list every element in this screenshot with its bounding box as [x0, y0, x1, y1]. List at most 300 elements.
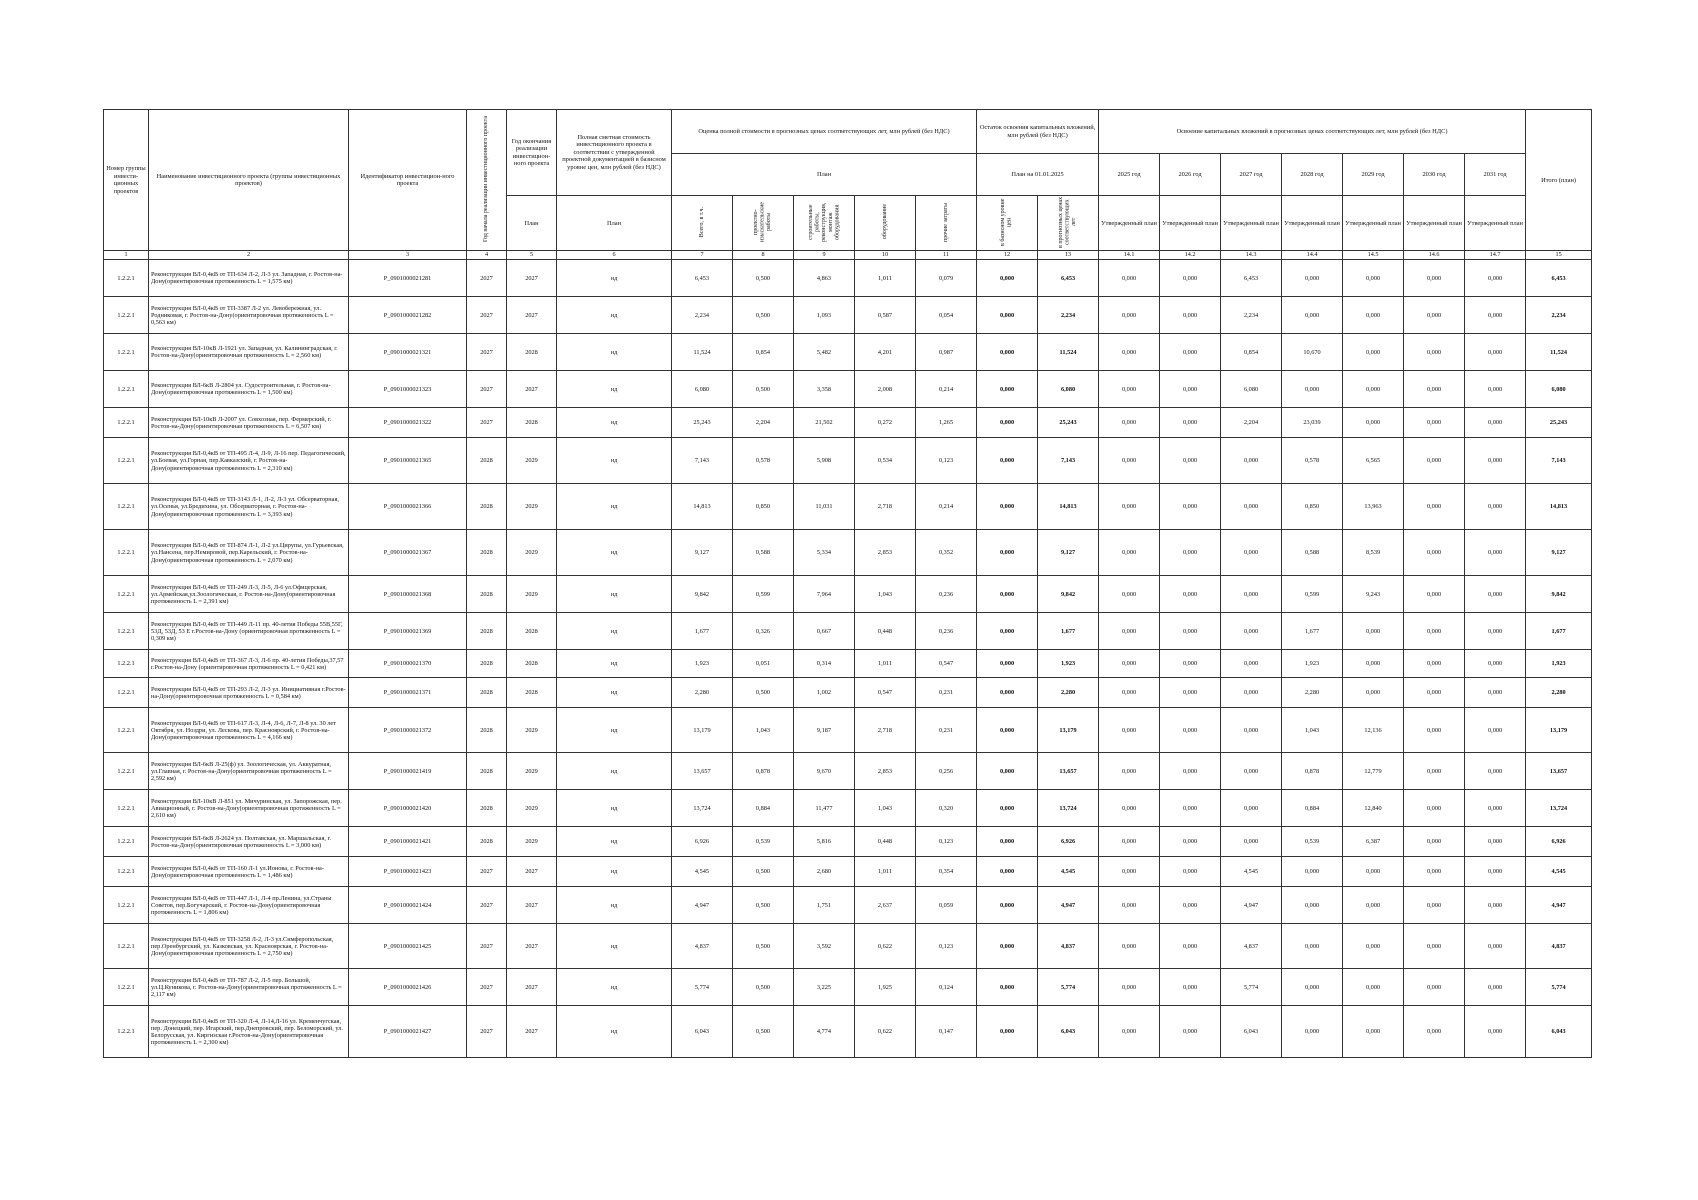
cell-year-value: 0,539	[1282, 827, 1343, 857]
cell-cost-smr: 7,964	[794, 576, 855, 613]
cell-group-no: 1.2.2.1	[104, 857, 149, 887]
cell-cost-other: 0,547	[916, 650, 977, 678]
cell-cost-other: 0,352	[916, 530, 977, 576]
cell-year-end: 2028	[507, 613, 557, 650]
cell-remainder-forecast: 1,677	[1038, 613, 1099, 650]
table-row	[104, 708, 1592, 753]
cell-year-end: 2027	[507, 371, 557, 408]
cell-cost-smr: 4,863	[794, 260, 855, 297]
cell-cost-pir: 0,850	[733, 484, 794, 530]
cell-year-value: 0,000	[1343, 297, 1404, 334]
column-number: 14.7	[1465, 251, 1526, 260]
cell-project-id: P_0901000021427	[349, 1006, 467, 1058]
cell-cost-total: 14,813	[672, 484, 733, 530]
cell-year-value: 5,774	[1221, 969, 1282, 1006]
cell-year-value: 0,000	[1160, 887, 1221, 924]
cell-total: 14,813	[1526, 484, 1592, 530]
cell-remainder-forecast: 6,453	[1038, 260, 1099, 297]
cell-project-id: P_0901000021421	[349, 827, 467, 857]
column-number: 7	[672, 251, 733, 260]
header-full-cost: Оценка полной стоимости в прогнозных ценах соответствующих лет, млн рублей (без НДС)	[672, 110, 977, 154]
cell-remainder-base: 0,000	[977, 678, 1038, 708]
cell-year-value: 1,677	[1282, 613, 1343, 650]
header-estimate-plan: План	[557, 196, 672, 251]
cell-estimate: нд	[557, 753, 672, 790]
table-row	[104, 827, 1592, 857]
cell-project-id: P_0901000021420	[349, 790, 467, 827]
cell-project-id: P_0901000021426	[349, 969, 467, 1006]
cell-year-value: 0,000	[1465, 334, 1526, 371]
cell-cost-pir: 0,539	[733, 827, 794, 857]
cell-year-value: 0,000	[1404, 438, 1465, 484]
cell-year-start: 2028	[467, 753, 507, 790]
cell-cost-smr: 11,477	[794, 790, 855, 827]
cell-year-value: 2,234	[1221, 297, 1282, 334]
cell-remainder-base: 0,000	[977, 650, 1038, 678]
cell-year-value: 13,963	[1343, 484, 1404, 530]
cell-total: 7,143	[1526, 438, 1592, 484]
cell-year-value: 0,000	[1343, 857, 1404, 887]
cell-year-end: 2029	[507, 827, 557, 857]
cell-year-end: 2027	[507, 1006, 557, 1058]
cell-year-value: 0,000	[1465, 438, 1526, 484]
cell-year-start: 2028	[467, 708, 507, 753]
header-approved-2030: Утвержденный план	[1404, 196, 1465, 251]
cell-cost-pir: 0,326	[733, 613, 794, 650]
cell-cost-other: 0,147	[916, 1006, 977, 1058]
cell-group-no: 1.2.2.1	[104, 708, 149, 753]
cell-year-value: 0,000	[1099, 1006, 1160, 1058]
cell-year-end: 2027	[507, 924, 557, 969]
cell-cost-pir: 0,500	[733, 297, 794, 334]
column-number: 13	[1038, 251, 1099, 260]
cell-year-value: 0,000	[1465, 827, 1526, 857]
cell-cost-other: 0,987	[916, 334, 977, 371]
cell-cost-total: 1,677	[672, 613, 733, 650]
cell-project-id: P_0901000021419	[349, 753, 467, 790]
cell-year-value: 0,000	[1221, 650, 1282, 678]
cell-year-value: 0,000	[1343, 650, 1404, 678]
cell-remainder-base: 0,000	[977, 530, 1038, 576]
cell-cost-equipment: 0,547	[855, 678, 916, 708]
cell-project-id: P_0901000021425	[349, 924, 467, 969]
cell-project-name: Реконструкция ВЛ-0,4кВ от ТП-3387 Л-2 ул. Левобережная, ул. Родниковая, г. Ростов-на-Дону(ориентировочная протяженность L = 0,563 км)	[149, 297, 349, 334]
cell-cost-smr: 11,031	[794, 484, 855, 530]
cell-year-value: 0,000	[1343, 613, 1404, 650]
column-number: 1	[104, 251, 149, 260]
table-row	[104, 438, 1592, 484]
cell-year-end: 2028	[507, 650, 557, 678]
cell-project-id: P_0901000021423	[349, 857, 467, 887]
cell-remainder-forecast: 1,923	[1038, 650, 1099, 678]
cell-year-value: 0,000	[1221, 484, 1282, 530]
cell-year-value: 1,043	[1282, 708, 1343, 753]
cell-year-value: 0,000	[1099, 827, 1160, 857]
column-number: 14.1	[1099, 251, 1160, 260]
cell-year-value: 0,000	[1404, 576, 1465, 613]
header-year-2027: 2027 год	[1221, 154, 1282, 196]
cell-year-value: 0,000	[1160, 753, 1221, 790]
cell-year-value: 0,000	[1343, 887, 1404, 924]
cell-remainder-base: 0,000	[977, 260, 1038, 297]
table-row	[104, 887, 1592, 924]
cell-cost-total: 7,143	[672, 438, 733, 484]
cell-year-end: 2027	[507, 887, 557, 924]
cell-year-value: 0,000	[1465, 530, 1526, 576]
cell-year-value: 2,204	[1221, 408, 1282, 438]
cell-year-value: 0,000	[1099, 678, 1160, 708]
table-row	[104, 790, 1592, 827]
cell-year-value: 0,000	[1404, 484, 1465, 530]
table-row	[104, 753, 1592, 790]
table-row	[104, 613, 1592, 650]
cell-remainder-base: 0,000	[977, 408, 1038, 438]
cell-year-value: 1,923	[1282, 650, 1343, 678]
cell-estimate: нд	[557, 576, 672, 613]
header-year-2028: 2028 год	[1282, 154, 1343, 196]
cell-year-start: 2028	[467, 613, 507, 650]
column-number: 14.2	[1160, 251, 1221, 260]
cell-year-value: 0,000	[1465, 753, 1526, 790]
cell-year-value: 0,000	[1404, 708, 1465, 753]
cell-year-value: 0,000	[1404, 924, 1465, 969]
cell-year-value: 0,000	[1099, 530, 1160, 576]
cell-year-start: 2028	[467, 530, 507, 576]
cell-year-value: 0,000	[1160, 650, 1221, 678]
cell-project-id: P_0901000021370	[349, 650, 467, 678]
cell-remainder-forecast: 13,724	[1038, 790, 1099, 827]
cell-cost-smr: 5,334	[794, 530, 855, 576]
cell-total: 2,234	[1526, 297, 1592, 334]
cell-cost-smr: 1,002	[794, 678, 855, 708]
cell-project-id: P_0901000021321	[349, 334, 467, 371]
column-number: 14.6	[1404, 251, 1465, 260]
cell-year-value: 0,000	[1465, 857, 1526, 887]
cell-cost-equipment: 1,925	[855, 969, 916, 1006]
cell-cost-equipment: 2,008	[855, 371, 916, 408]
cell-group-no: 1.2.2.1	[104, 887, 149, 924]
cell-remainder-forecast: 11,524	[1038, 334, 1099, 371]
cell-remainder-forecast: 9,842	[1038, 576, 1099, 613]
header-group-no: Номер группы инвести-ционных проектов	[104, 110, 149, 251]
cell-cost-equipment: 0,272	[855, 408, 916, 438]
cell-year-value: 0,000	[1404, 827, 1465, 857]
cell-total: 1,677	[1526, 613, 1592, 650]
cell-year-value: 0,000	[1343, 334, 1404, 371]
table-row	[104, 678, 1592, 708]
cell-cost-equipment: 1,011	[855, 857, 916, 887]
cell-estimate: нд	[557, 678, 672, 708]
cell-year-start: 2027	[467, 260, 507, 297]
header-estimate: Полная сметная стоимость инвестиционного проекта в соответствии с утвержденной проектной документацией в базисном уровне цен, млн рублей (без НДС)	[557, 110, 672, 196]
header-total: Итого (план)	[1526, 110, 1592, 251]
cell-estimate: нд	[557, 408, 672, 438]
column-number: 12	[977, 251, 1038, 260]
cell-cost-other: 0,123	[916, 827, 977, 857]
cell-cost-smr: 3,225	[794, 969, 855, 1006]
cell-group-no: 1.2.2.1	[104, 969, 149, 1006]
cell-group-no: 1.2.2.1	[104, 408, 149, 438]
cell-year-value: 0,000	[1465, 887, 1526, 924]
cell-year-start: 2028	[467, 678, 507, 708]
cell-project-name: Реконструкция ВЛ-10кВ Л-2007 ул. Совхозная, пер. Фермерский, г. Ростов-на-Дону(ориентировочная протяженность L = 6,507 км)	[149, 408, 349, 438]
cell-cost-equipment: 2,637	[855, 887, 916, 924]
cell-year-value: 0,000	[1160, 408, 1221, 438]
header-year-end: Год окончания реализации инвестицион-ного проекта	[507, 110, 557, 196]
cell-cost-other: 0,079	[916, 260, 977, 297]
cell-year-value: 4,837	[1221, 924, 1282, 969]
cell-year-value: 0,000	[1282, 857, 1343, 887]
cell-year-value: 0,000	[1465, 613, 1526, 650]
cell-remainder-base: 0,000	[977, 969, 1038, 1006]
cell-remainder-base: 0,000	[977, 827, 1038, 857]
header-approved-2027: Утвержденный план	[1221, 196, 1282, 251]
cell-remainder-base: 0,000	[977, 576, 1038, 613]
cell-year-end: 2029	[507, 484, 557, 530]
table-row	[104, 260, 1592, 297]
cell-cost-total: 9,842	[672, 576, 733, 613]
cell-group-no: 1.2.2.1	[104, 1006, 149, 1058]
cell-year-value: 0,000	[1404, 613, 1465, 650]
header-approved-2025: Утвержденный план	[1099, 196, 1160, 251]
cell-project-name: Реконструкция ВЛ-0,4кВ от ТП-320 Л-4, Л-14,Л-16 ул. Кременчугская, пер. Донецкий, пер. Игарский, пер.Днепровский, пер. Беломорский, ул. Белорусская, ул. Киргизская г.Ростов-на-Дону(ориентировочная протяженность L = 2,300 км)	[149, 1006, 349, 1058]
cell-cost-equipment: 1,011	[855, 650, 916, 678]
table-row	[104, 297, 1592, 334]
cell-remainder-base: 0,000	[977, 790, 1038, 827]
cell-cost-smr: 3,592	[794, 924, 855, 969]
cell-year-end: 2027	[507, 969, 557, 1006]
cell-year-value: 0,000	[1282, 924, 1343, 969]
cell-year-end: 2029	[507, 576, 557, 613]
cell-year-value: 0,000	[1099, 371, 1160, 408]
cell-group-no: 1.2.2.1	[104, 924, 149, 969]
cell-estimate: нд	[557, 708, 672, 753]
cell-cost-other: 0,236	[916, 576, 977, 613]
cell-year-value: 8,539	[1343, 530, 1404, 576]
cell-year-value: 0,000	[1465, 790, 1526, 827]
cell-year-value: 0,000	[1099, 857, 1160, 887]
cell-remainder-forecast: 6,080	[1038, 371, 1099, 408]
cell-group-no: 1.2.2.1	[104, 650, 149, 678]
column-number: 3	[349, 251, 467, 260]
cell-cost-total: 13,724	[672, 790, 733, 827]
cell-remainder-forecast: 6,926	[1038, 827, 1099, 857]
cell-total: 2,280	[1526, 678, 1592, 708]
cell-year-end: 2027	[507, 260, 557, 297]
cell-cost-equipment: 1,043	[855, 790, 916, 827]
cell-year-value: 0,000	[1099, 438, 1160, 484]
cell-year-value: 0,000	[1221, 613, 1282, 650]
cell-cost-total: 1,923	[672, 650, 733, 678]
cell-cost-pir: 0,500	[733, 887, 794, 924]
column-number: 8	[733, 251, 794, 260]
cell-year-value: 0,000	[1465, 1006, 1526, 1058]
cell-year-end: 2027	[507, 297, 557, 334]
cell-year-value: 0,000	[1160, 969, 1221, 1006]
cell-cost-equipment: 0,622	[855, 924, 916, 969]
cell-cost-pir: 0,878	[733, 753, 794, 790]
cell-year-start: 2028	[467, 650, 507, 678]
cell-year-value: 0,000	[1343, 678, 1404, 708]
cell-year-value: 0,000	[1221, 678, 1282, 708]
cell-remainder-forecast: 13,657	[1038, 753, 1099, 790]
cell-year-value: 0,000	[1221, 530, 1282, 576]
column-number: 14.5	[1343, 251, 1404, 260]
cell-cost-total: 6,080	[672, 371, 733, 408]
cell-cost-equipment: 2,718	[855, 484, 916, 530]
cell-year-value: 0,000	[1221, 576, 1282, 613]
cell-cost-other: 0,054	[916, 297, 977, 334]
header-cost-pir-text: проектно-изыскательские работы	[753, 201, 773, 243]
cell-year-value: 0,000	[1160, 857, 1221, 887]
cell-year-value: 0,000	[1404, 371, 1465, 408]
cell-group-no: 1.2.2.1	[104, 438, 149, 484]
cell-project-id: P_0901000021322	[349, 408, 467, 438]
cell-year-value: 0,000	[1465, 484, 1526, 530]
cell-group-no: 1.2.2.1	[104, 334, 149, 371]
cell-year-value: 0,000	[1099, 408, 1160, 438]
cell-cost-total: 11,524	[672, 334, 733, 371]
cell-year-value: 0,588	[1282, 530, 1343, 576]
cell-remainder-base: 0,000	[977, 334, 1038, 371]
cell-project-id: P_0901000021424	[349, 887, 467, 924]
column-number: 10	[855, 251, 916, 260]
cell-year-value: 0,000	[1343, 260, 1404, 297]
cell-remainder-forecast: 6,043	[1038, 1006, 1099, 1058]
cell-year-value: 0,000	[1404, 1006, 1465, 1058]
header-year-2029: 2029 год	[1343, 154, 1404, 196]
cell-group-no: 1.2.2.1	[104, 678, 149, 708]
cell-remainder-base: 0,000	[977, 857, 1038, 887]
cell-cost-total: 9,127	[672, 530, 733, 576]
cell-year-value: 0,000	[1465, 678, 1526, 708]
cell-total: 9,842	[1526, 576, 1592, 613]
cell-year-value: 0,000	[1099, 613, 1160, 650]
cell-estimate: нд	[557, 969, 672, 1006]
cell-year-value: 0,000	[1160, 484, 1221, 530]
cell-year-value: 0,000	[1465, 297, 1526, 334]
cell-project-name: Реконструкция ВЛ-6кВ Л-2624 ул. Полтавская, ул. Маршальская, г. Ростов-на-Дону(ориентировочная протяженность L = 3,000 км)	[149, 827, 349, 857]
cell-remainder-base: 0,000	[977, 887, 1038, 924]
cell-total: 11,524	[1526, 334, 1592, 371]
cell-remainder-forecast: 25,243	[1038, 408, 1099, 438]
cell-cost-pir: 0,588	[733, 530, 794, 576]
cell-year-value: 0,000	[1099, 484, 1160, 530]
cell-year-value: 0,000	[1160, 260, 1221, 297]
cell-estimate: нд	[557, 887, 672, 924]
cell-total: 6,453	[1526, 260, 1592, 297]
cell-project-name: Реконструкция ВЛ-0,4кВ от ТП-447 Л-1, Л-4 пр.Ленина, ул.Страны Советов, пер.Богучарский, г. Ростов-на-Дону(ориентировочная протяженность L = 1,806 км)	[149, 887, 349, 924]
cell-estimate: нд	[557, 484, 672, 530]
cell-group-no: 1.2.2.1	[104, 753, 149, 790]
header-remainder-base-text: в базисном уровне цен	[1000, 198, 1014, 246]
cell-estimate: нд	[557, 371, 672, 408]
cell-total: 6,926	[1526, 827, 1592, 857]
cell-cost-other: 0,354	[916, 857, 977, 887]
cell-cost-other: 0,123	[916, 438, 977, 484]
cell-cost-total: 13,179	[672, 708, 733, 753]
cell-remainder-base: 0,000	[977, 924, 1038, 969]
cell-remainder-base: 0,000	[977, 484, 1038, 530]
table-row	[104, 334, 1592, 371]
header-approved-2026: Утвержденный план	[1160, 196, 1221, 251]
cell-cost-smr: 1,751	[794, 887, 855, 924]
column-number: 11	[916, 251, 977, 260]
table-row	[104, 530, 1592, 576]
cell-year-value: 0,000	[1404, 297, 1465, 334]
cell-cost-equipment: 0,534	[855, 438, 916, 484]
cell-total: 13,657	[1526, 753, 1592, 790]
cell-cost-other: 0,320	[916, 790, 977, 827]
cell-year-value: 0,000	[1221, 438, 1282, 484]
cell-year-value: 0,000	[1160, 1006, 1221, 1058]
cell-project-id: P_0901000021367	[349, 530, 467, 576]
cell-year-value: 0,854	[1221, 334, 1282, 371]
cell-year-end: 2029	[507, 708, 557, 753]
cell-year-start: 2028	[467, 484, 507, 530]
cell-year-value: 0,599	[1282, 576, 1343, 613]
cell-project-id: P_0901000021369	[349, 613, 467, 650]
cell-year-end: 2029	[507, 753, 557, 790]
cell-cost-smr: 5,908	[794, 438, 855, 484]
cell-year-start: 2027	[467, 297, 507, 334]
cell-estimate: нд	[557, 530, 672, 576]
cell-cost-other: 0,214	[916, 484, 977, 530]
cell-estimate: нд	[557, 827, 672, 857]
header-year-start-text: Год начала реализации инвестиционного проекта	[483, 116, 490, 242]
cell-year-value: 2,280	[1282, 678, 1343, 708]
cell-cost-smr: 4,774	[794, 1006, 855, 1058]
cell-year-value: 0,000	[1099, 887, 1160, 924]
cell-total: 4,947	[1526, 887, 1592, 924]
cell-year-value: 0,000	[1343, 371, 1404, 408]
cell-cost-pir: 0,500	[733, 260, 794, 297]
cell-cost-smr: 21,502	[794, 408, 855, 438]
cell-year-end: 2029	[507, 790, 557, 827]
header-remainder-plan: План на 01.01.2025	[977, 154, 1099, 196]
cell-year-start: 2027	[467, 1006, 507, 1058]
column-number: 6	[557, 251, 672, 260]
cell-cost-pir: 1,043	[733, 708, 794, 753]
cell-cost-equipment: 1,043	[855, 576, 916, 613]
cell-cost-equipment: 2,853	[855, 530, 916, 576]
header-mastering: Освоение капитальных вложений в прогнозных ценах соответствующих лет, млн рублей (без НДС)	[1099, 110, 1526, 154]
table-body	[104, 260, 1592, 1058]
cell-project-name: Реконструкция ВЛ-0,4кВ от ТП-634 Л-2, Л-3 ул. Западная, г. Ростов-на-Дону(ориентировочная протяженность L = 1,575 км)	[149, 260, 349, 297]
cell-project-id: P_0901000021368	[349, 576, 467, 613]
header-remainder-forecast	[1038, 196, 1099, 251]
cell-estimate: нд	[557, 857, 672, 887]
cell-cost-total: 6,453	[672, 260, 733, 297]
cell-estimate: нд	[557, 613, 672, 650]
cell-group-no: 1.2.2.1	[104, 371, 149, 408]
cell-cost-total: 25,243	[672, 408, 733, 438]
cell-year-value: 0,578	[1282, 438, 1343, 484]
cell-estimate: нд	[557, 1006, 672, 1058]
cell-cost-smr: 2,680	[794, 857, 855, 887]
cell-year-value: 0,000	[1099, 334, 1160, 371]
cell-year-value: 0,000	[1404, 260, 1465, 297]
header-year-start	[467, 110, 507, 251]
header-project-name: Наименование инвестиционного проекта (группы инвестиционных проектов)	[149, 110, 349, 251]
cell-year-value: 12,136	[1343, 708, 1404, 753]
cell-year-value: 0,000	[1404, 790, 1465, 827]
cell-year-value: 0,000	[1160, 678, 1221, 708]
column-numbers-row	[104, 251, 1592, 260]
cell-year-start: 2027	[467, 969, 507, 1006]
cell-year-value: 0,000	[1465, 260, 1526, 297]
cell-year-value: 0,000	[1404, 650, 1465, 678]
